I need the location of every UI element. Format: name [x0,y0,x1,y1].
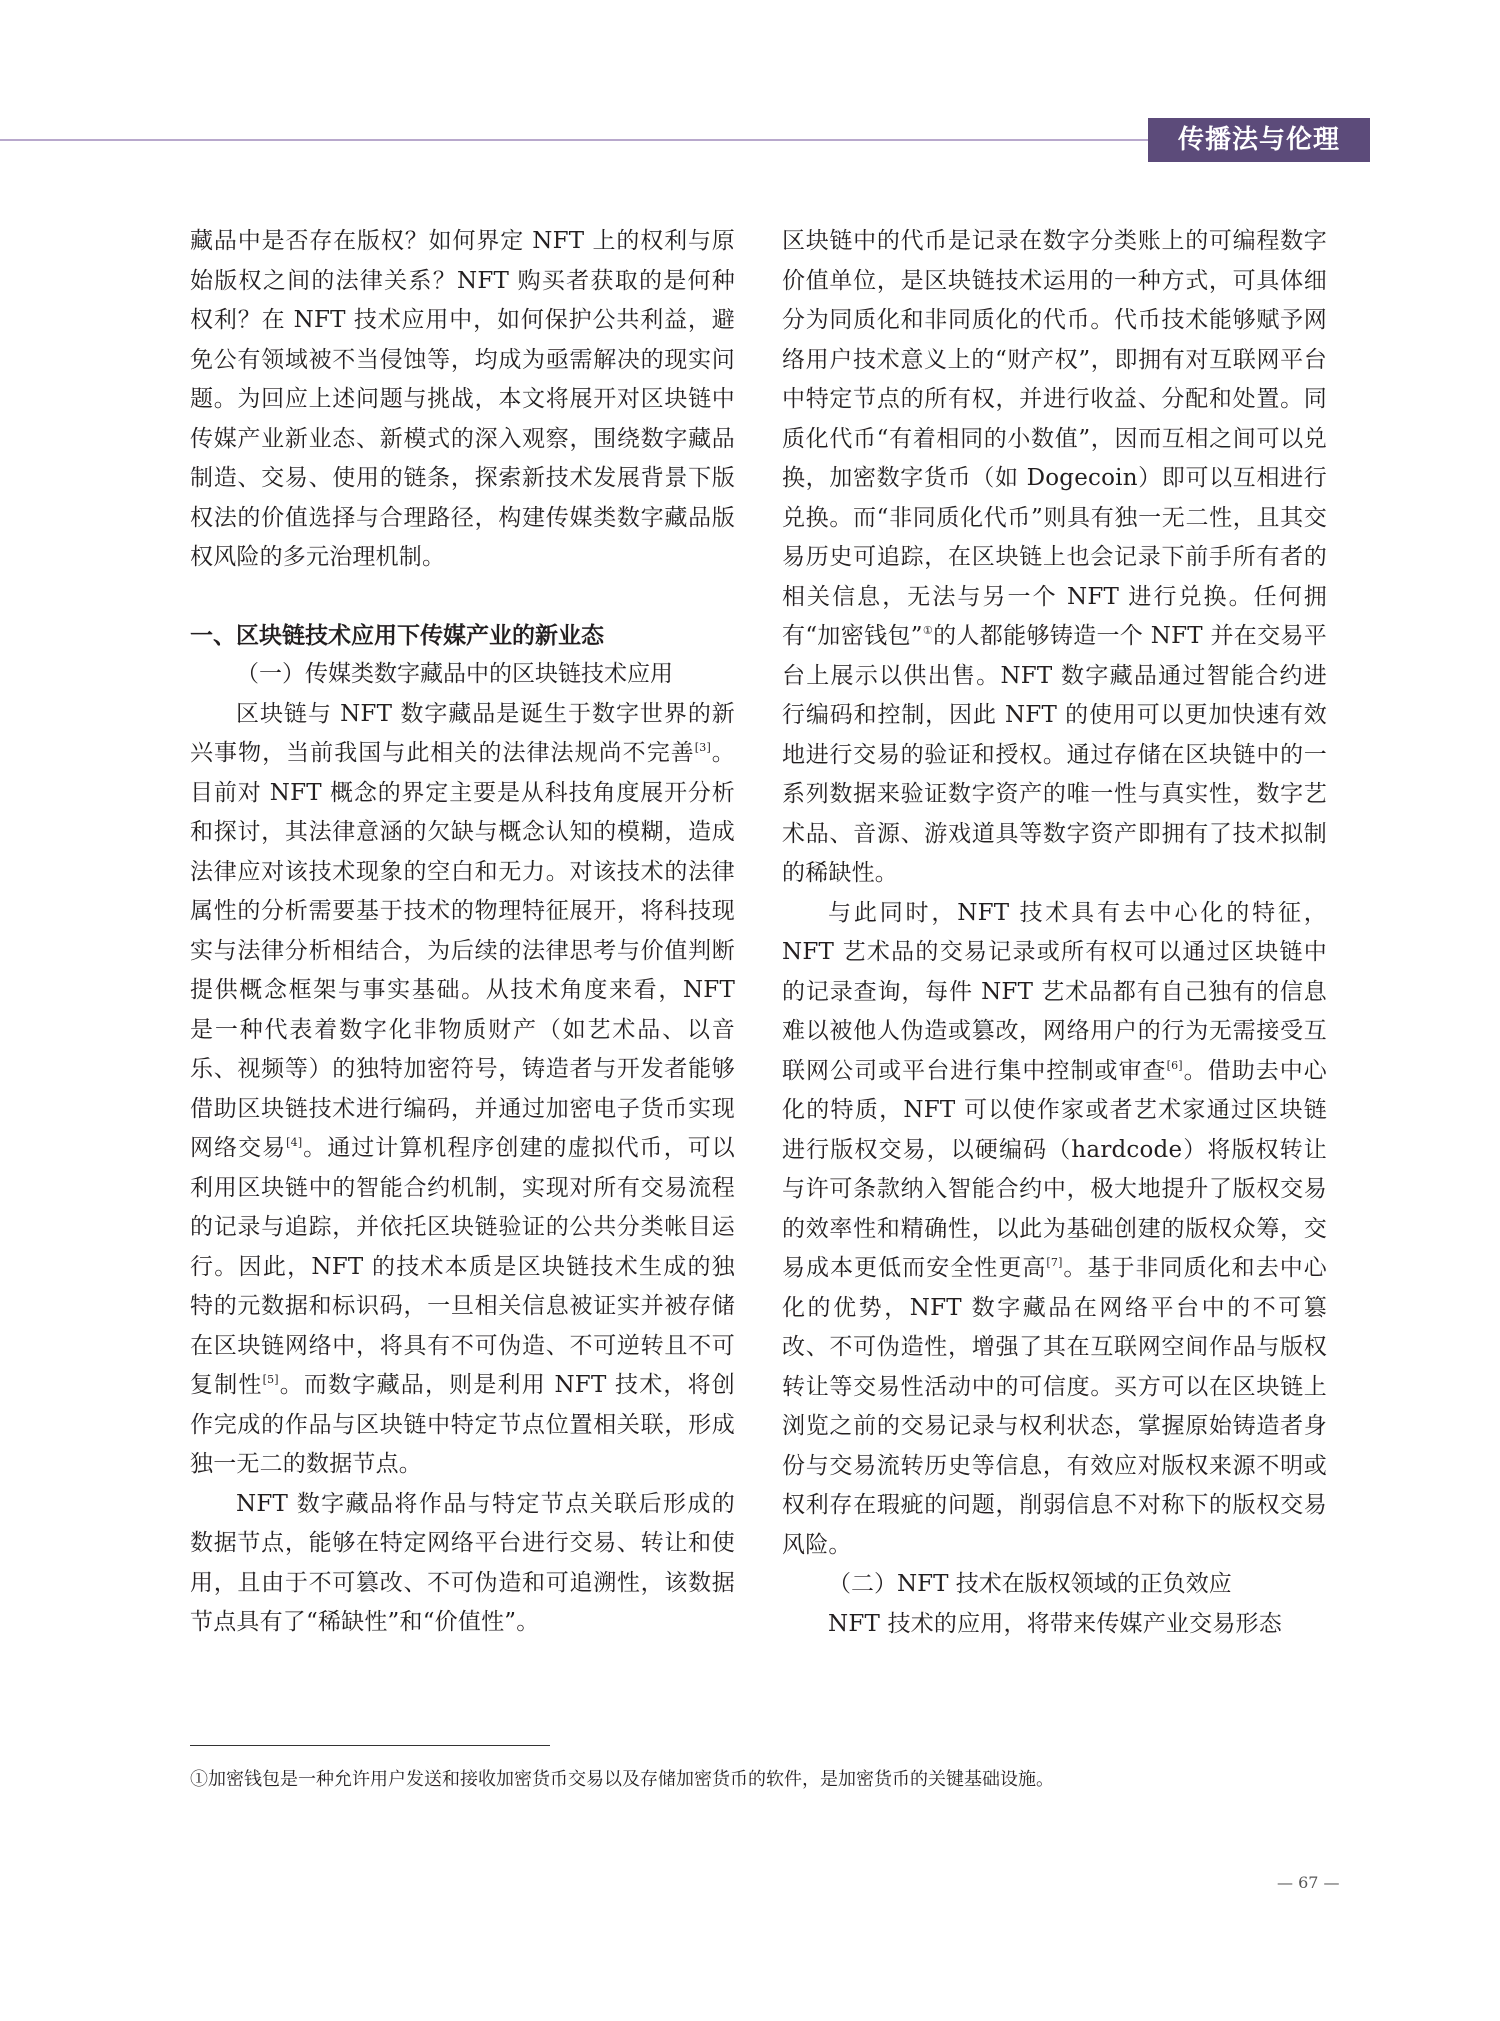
paragraph-token [782,222,1327,894]
text-run: 区块链与 NFT 数字藏品是诞生于数字世界的新兴事物，当前我国与此相关的法律法规尚不完善 [190,700,735,766]
header-rule [0,139,1178,141]
citation-ref: [7] [1046,1256,1063,1269]
paragraph-nft-application: NFT 技术的应用，将带来传媒产业交易形态 [828,1610,1282,1637]
paragraph-intro-continued: 藏品中是否存在版权？如何界定 NFT 上的权利与原始版权之间的法律关系？NFT 购买者获取的是何种权利？在 NFT 技术应用中，如何保护公共利益，避免公有领域被不当侵蚀等，均成为亟需解决的现实问题。为回应上述问题与挑战，本文将展开对区块链中传媒产业新业态、新模式的深入观察，围绕数字藏品制造、交易、使用的链条，探索新技术发展背景下版权法的价值选择与合理路径，构建传媒类数字藏品版权风险的多元治理机制。 [190,228,735,570]
footnote: ①加密钱包是一种允许用户发送和接收加密货币交易以及存储加密货币的软件，是加密货币的关键基础设施。 [190,1769,1054,1790]
paragraph-data-node: NFT 数字藏品将作品与特定节点关联后形成的数据节点，能够在特定网络平台进行交易、转让和使用，且由于不可篡改、不可伪造和可追溯性，该数据节点具有了“稀缺性”和“价值性”。 [190,1490,735,1635]
page-number: — 67 — [1277,1873,1340,1892]
text-run: 与此同时，NFT 技术具有去中心化的特征，NFT 艺术品的交易记录或所有权可以通过区块链中的记录查询，每件 NFT 艺术品都有自己独有的信息难以被他人伪造或篡改，网络用户的行为无需接受互联网公司或平台进行集中控制或审查 [782,899,1327,1084]
text-run: 。而数字藏品，则是利用 NFT 技术，将创作完成的作品与区块链中特定节点位置相关联，形成独一无二的数据节点。 [190,1372,735,1477]
subsection-heading: （一）传媒类数字藏品中的区块链技术应用 [236,661,673,687]
citation-ref: [5] [262,1373,279,1386]
subsection-heading: （二）NFT 技术在版权领域的正负效应 [828,1571,1232,1597]
paragraph-decentralization [782,894,1327,1566]
section-heading: 一、区块链技术应用下传媒产业的新业态 [190,621,604,649]
paragraph-blockchain-nft [190,695,735,1485]
citation-ref: [4] [286,1136,303,1149]
footnote-ref: ① [922,624,934,637]
citation-ref: [3] [694,741,711,754]
text-run: 。借助去中心化的特质，NFT 可以使作家或者艺术家通过区块链进行版权交易，以硬编码（hardcode）将版权转让与许可条款纳入智能合约中，极大地提升了版权交易的效率性和精确性，以此为基础创建的版权众筹，交易成本更低而安全性更高 [782,1057,1328,1281]
text-run: 的人都能够铸造一个 NFT 并在交易平台上展示以供出售。NFT 数字藏品通过智能合约进行编码和控制，因此 NFT 的使用可以更加快速有效地进行交易的验证和授权。通过存储在区块链中的一系列数据来验证数字资产的唯一性与真实性，数字艺术品、音源、游戏道具等数字资产即拥有了技术拟制的稀缺性。 [782,623,1327,886]
section-header-tab: 传播法与伦理 [1148,118,1370,162]
text-run: 区块链中的代币是记录在数字分类账上的可编程数字价值单位，是区块链技术运用的一种方式，可具体细分为同质化和非同质化的代币。代币技术能够赋予网络用户技术意义上的“财产权”，即拥有对互联网平台中特定节点的所有权，并进行收益、分配和处置。同质化代币“有着相同的小数值”，因而互相之间可以兑换，加密数字货币（如 Dogecoin）即可以互相进行兑换。而“非同质化代币”则具有独一无二性，且其交易历史可追踪，在区块链上也会记录下前手所有者的相关信息，无法与另一个 NFT 进行兑换。任何拥有“加密钱包” [782,228,1327,649]
text-run: 。基于非同质化和去中心化的优势，NFT 数字藏品在网络平台中的不可篡改、不可伪造性，增强了其在互联网空间作品与版权转让等交易性活动中的可信度。买方可以在区块链上浏览之前的交易记录与权利状态，掌握原始铸造者身份与交易流转历史等信息，有效应对版权来源不明或权利存在瑕疵的问题，削弱信息不对称下的版权交易风险。 [782,1255,1327,1558]
right-column [782,222,1327,1644]
text-run: 。通过计算机程序创建的虚拟代币，可以利用区块链中的智能合约机制，实现对所有交易流程的记录与追踪，并依托区块链验证的公共分类帐目运行。因此，NFT 的技术本质是区块链技术生成的独特的元数据和标识码，一旦相关信息被证实并被存储在区块链网络中，将具有不可伪造、不可逆转且不可复制性 [190,1135,735,1398]
citation-ref: [6] [1166,1058,1183,1072]
text-run: 。目前对 NFT 概念的界定主要是从科技角度展开分析和探讨，其法律意涵的欠缺与概念认知的模糊，造成法律应对该技术现象的空白和无力。对该技术的法律属性的分析需要基于技术的物理特征展开，将科技现实与法律分析相结合，为后续的法律思考与价值判断提供概念框架与事实基础。从技术角度来看，NFT 是一种代表着数字化非物质财产（如艺术品、以音乐、视频等）的独特加密符号，铸造者与开发者能够借助区块链技术进行编码，并通过加密电子货币实现网络交易 [190,740,736,1161]
footnote-rule [190,1745,550,1746]
left-column [190,222,735,1643]
